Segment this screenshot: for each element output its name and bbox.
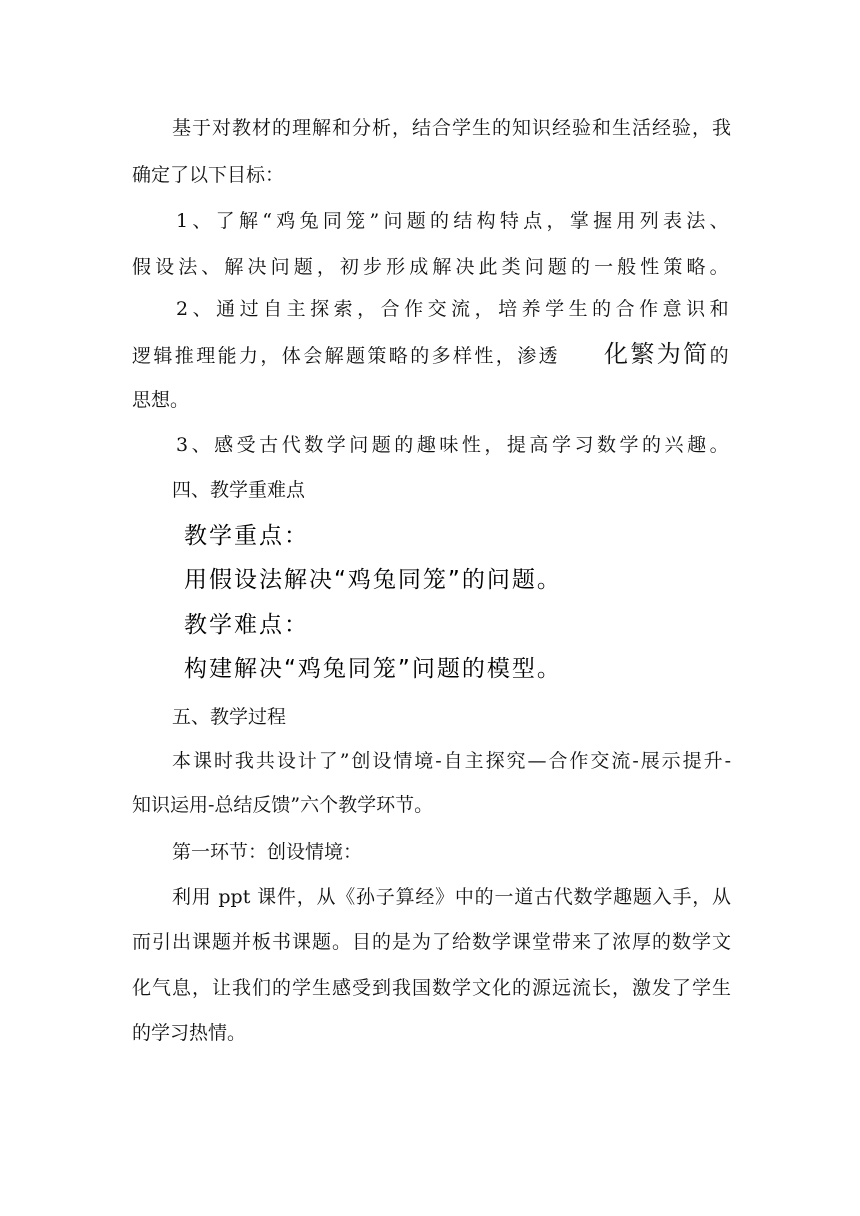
step-1-line-4: 的学习热情。: [132, 1022, 247, 1044]
objective-2-line-2: [132, 341, 731, 369]
objective-2-line-3: 思想。: [132, 389, 190, 411]
section-5-title: 五、教学过程: [172, 706, 287, 728]
objective-2-line-2-part-1: 逻辑推理能力，体会解题策略的多样性，渗透: [132, 345, 561, 367]
overview-line-2: 知识运用-总结反馈”六个教学环节。: [132, 794, 434, 816]
overview-line-1: 本课时我共设计了”创设情境-自主探究—合作交流-展示提升-: [172, 750, 731, 772]
section-4-title: 四、教学重难点: [172, 479, 306, 501]
objective-2-emphasis: 化繁为简: [603, 340, 710, 368]
step-1-title: 第一环节：创设情境：: [172, 841, 363, 863]
key-point-text: 用假设法解决“鸡兔同笼”的问题。: [184, 567, 562, 593]
objective-2-line-2-tail: [604, 341, 731, 369]
step-1-line-3: 化气息，让我们的学生感受到我国数学文化的源远流长，激发了学生: [132, 977, 731, 999]
objective-1-line-2: 假设法、解决问题，初步形成解决此类问题的一般性策略。: [132, 256, 731, 278]
objective-1-line-1: 1、了解“鸡兔同笼”问题的结构特点，掌握用列表法、: [176, 210, 731, 232]
objectives-intro-line-2: 确定了以下目标：: [132, 164, 285, 186]
objective-2-line-2-part-2: 的: [709, 345, 731, 367]
step-1-line-2: 而引出课题并板书课题。目的是为了给数学课堂带来了浓厚的数学文: [132, 931, 731, 953]
objective-3-line-1: 3、感受古代数学问题的趣味性，提高学习数学的兴趣。: [176, 434, 731, 456]
objective-2-line-1: 2、通过自主探索，合作交流，培养学生的合作意识和: [176, 298, 731, 320]
objectives-intro-line-1: 基于对教材的理解和分析，结合学生的知识经验和生活经验，我: [172, 117, 731, 139]
key-point-label: 教学重点：: [184, 523, 309, 549]
step-1-line-1: 利用 ppt 课件，从《孙子算经》中的一道古代数学趣题入手，从: [172, 886, 731, 908]
difficult-point-text: 构建解决“鸡兔同笼”问题的模型。: [184, 656, 562, 682]
difficult-point-label: 教学难点：: [184, 612, 309, 638]
